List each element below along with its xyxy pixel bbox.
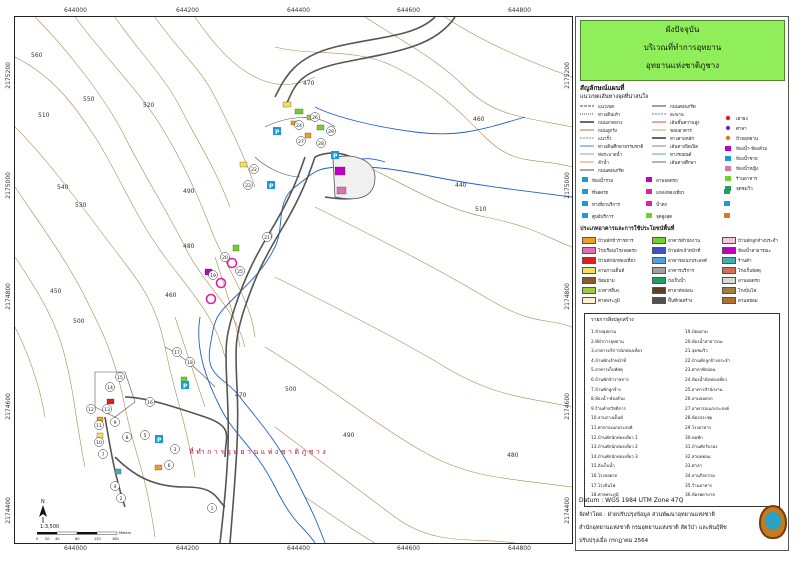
map-frame[interactable] bbox=[14, 16, 573, 544]
point-symbol-label: ห้องน้ำชาย bbox=[736, 157, 758, 162]
landuse-swatch bbox=[652, 277, 666, 284]
contour-label: 490 bbox=[343, 432, 355, 439]
contour-line bbox=[115, 17, 230, 207]
contour-label: 470 bbox=[235, 392, 247, 399]
landuse-swatch bbox=[722, 287, 736, 294]
place-list-item: 11.ศาลาอเนกประสงค์ bbox=[591, 426, 633, 431]
building-block bbox=[97, 433, 103, 438]
x-tick: 644200 bbox=[176, 545, 199, 552]
restroom-icon bbox=[207, 295, 216, 304]
point-symbol-label: จุดชมวิว bbox=[736, 187, 753, 192]
line-symbol-label: ทางสายหลัก bbox=[670, 137, 695, 142]
building-number: 22 bbox=[251, 168, 257, 173]
road-line bbox=[275, 17, 435, 97]
area-label: ที่ทำการอุทยานแห่งชาติภูชาง bbox=[189, 448, 329, 456]
point-symbol-label: ลานจอดรถ bbox=[656, 179, 678, 184]
building-number: 2 bbox=[119, 497, 123, 502]
place-list-item: 18.ศาลพระภูมิ bbox=[591, 493, 619, 499]
landuse-label: บ้านพักข้าราชการ bbox=[598, 238, 634, 244]
contour-line bbox=[155, 17, 255, 187]
line-symbol-label: ทางรถยนต์ bbox=[670, 153, 692, 158]
building-number: 27 bbox=[298, 140, 304, 145]
line-symbol-label: ขอบอาคาร bbox=[670, 129, 692, 134]
contour-line bbox=[275, 427, 515, 543]
parking-letters bbox=[157, 129, 338, 444]
place-list-item: 3.อาคารบริการนักท่องเที่ยว bbox=[591, 349, 643, 355]
landuse-label: โรงเก็บพัสดุ bbox=[738, 268, 761, 274]
legend-title-line: อุทยานแห่งชาติภูชาง bbox=[645, 61, 720, 70]
landuse-label: โรงเรือน/โรงจอดรถ bbox=[598, 248, 637, 254]
agency-text: สำนักอุทยานแห่งชาติ กรมอุทยานแห่งชาติ สัตว์ป่า และพันธุ์พืช bbox=[579, 525, 727, 531]
building-number: 16 bbox=[147, 401, 153, 406]
contour-line bbox=[15, 187, 155, 537]
line-symbol-label: ถนนคอนกรีต bbox=[670, 105, 696, 110]
contour-label: 460 bbox=[473, 116, 485, 123]
landuse-swatch bbox=[722, 297, 736, 304]
building-number: 8 bbox=[125, 436, 129, 441]
point-symbol-label: ศาลา bbox=[736, 127, 747, 132]
contour-label: 540 bbox=[57, 184, 69, 191]
line-symbol-label: สะพาน bbox=[670, 113, 684, 118]
landuse-swatch bbox=[582, 257, 596, 264]
building-block bbox=[233, 245, 239, 251]
contour-line bbox=[315, 207, 572, 327]
road-line bbox=[220, 157, 305, 543]
place-list-box bbox=[584, 313, 780, 507]
north-arrow-icon bbox=[39, 505, 47, 523]
landuse-swatch bbox=[582, 237, 596, 244]
building-block bbox=[305, 133, 311, 138]
contour-label: 500 bbox=[73, 318, 85, 325]
y-tick: 2175000 bbox=[564, 172, 571, 199]
place-list-item: 12.บ้านพักนักท่องเที่ยว 1 bbox=[591, 435, 638, 441]
line-symbol-label: ทางเดินเท้า bbox=[598, 113, 621, 118]
landuse-swatch bbox=[722, 267, 736, 274]
building-number: 1 bbox=[210, 507, 214, 512]
place-list-item: 36.ห้องพยาบาล bbox=[685, 493, 715, 499]
place-list-item: 13.บ้านพักนักท่องเที่ยว 2 bbox=[591, 445, 638, 451]
landuse-swatch bbox=[652, 247, 666, 254]
landuse-swatch bbox=[652, 267, 666, 274]
place-list-item: 20.ห้องน้ำสาธารณะ bbox=[685, 339, 724, 345]
landuse-label: ป้อมยาม bbox=[598, 278, 615, 284]
building-number: 12 bbox=[88, 408, 94, 413]
landuse-swatch bbox=[582, 297, 596, 304]
landuse-label: บ้านพักลูกจ้างประจำ bbox=[738, 238, 778, 244]
contour-label: 480 bbox=[507, 452, 519, 459]
building-block bbox=[283, 102, 291, 107]
building-block bbox=[335, 167, 345, 175]
x-tick: 644600 bbox=[397, 545, 420, 552]
place-list-item: 16.โรงจอดรถ bbox=[591, 474, 618, 479]
landuse-label: ร้านค้า bbox=[738, 258, 752, 264]
contour-line bbox=[15, 327, 45, 417]
restroom-icon bbox=[217, 279, 226, 288]
point-symbol-label: น้ำตก bbox=[656, 203, 668, 208]
place-list-item: 4.บ้านพักเจ้าหน้าที่ bbox=[591, 358, 627, 364]
landuse-label: สวนหย่อม bbox=[738, 298, 758, 304]
landuse-swatch bbox=[722, 257, 736, 264]
y-tick: 2174600 bbox=[5, 393, 12, 420]
place-list-item: 33.ศาลา bbox=[685, 464, 703, 470]
contour-line bbox=[75, 17, 255, 337]
point-symbol-label: แหล่งท่องเที่ยว bbox=[656, 191, 685, 196]
line-symbol-label: ลำน้ำ bbox=[598, 161, 609, 166]
line-symbol-label: ถนนคอนกรีต bbox=[598, 169, 624, 174]
parking-letter: P bbox=[275, 129, 280, 136]
building-number: 10 bbox=[96, 441, 102, 446]
building-number: 21 bbox=[264, 236, 270, 241]
made-by-text: จัดทำโดย : ฝ่ายปรับปรุงข้อมูล ส่วนพัฒนาอุทยานแห่งชาติ bbox=[579, 512, 715, 518]
legend-title-line: บริเวณที่ทำการอุทยาน bbox=[643, 43, 722, 52]
scale-tick: 80 bbox=[75, 537, 80, 541]
place-list-item: 15.ถังเก็บน้ำ bbox=[591, 464, 615, 470]
contour-label: 450 bbox=[50, 288, 62, 295]
y-tick: 2175000 bbox=[5, 172, 12, 199]
legend-panel bbox=[575, 16, 789, 551]
building-number: 6 bbox=[167, 464, 171, 469]
place-list-item: 1.ป้ายอุทยาน bbox=[591, 330, 617, 335]
place-list-item: 26.ลานจอดรถ bbox=[685, 397, 713, 403]
landuse-swatch bbox=[582, 247, 596, 254]
place-list-item: 31.บ้านพักรับรอง bbox=[685, 445, 718, 451]
building-number: 11 bbox=[96, 424, 102, 429]
park-seal-logo bbox=[759, 505, 787, 539]
x-tick: 644400 bbox=[287, 545, 310, 552]
building-number: 28 bbox=[318, 142, 324, 147]
map-canvas[interactable] bbox=[15, 17, 572, 543]
place-list-item: 21.จุดชมวิว bbox=[685, 349, 708, 355]
landuse-swatch bbox=[652, 257, 666, 264]
y-tick: 2175200 bbox=[5, 62, 12, 89]
place-list-item: 17.โรงปั่นไฟ bbox=[591, 483, 616, 489]
place-list-item: 7.บ้านพักลูกจ้าง bbox=[591, 387, 621, 393]
place-list-item: 32.สวนหย่อม bbox=[685, 454, 711, 460]
place-list-item: 10.ลานกางเต็นท์ bbox=[591, 416, 623, 422]
y-tick: 2174800 bbox=[5, 283, 12, 310]
building-number: 19 bbox=[210, 274, 216, 279]
x-tick: 644800 bbox=[508, 545, 531, 552]
place-list-item: 27.อาคารอเนกประสงค์ bbox=[685, 406, 729, 412]
point-symbol-label: ห้องน้ำหญิง bbox=[736, 167, 759, 172]
parking-letter: P bbox=[269, 183, 274, 190]
landuse-label: อาคารอื่นๆ bbox=[598, 288, 620, 294]
landuse-label: โรงปั่นไฟ bbox=[738, 288, 757, 294]
landuse-swatch bbox=[582, 287, 596, 294]
y-tick: 2175200 bbox=[564, 62, 571, 89]
building-number: 4 bbox=[113, 485, 117, 490]
contour-label: 460 bbox=[165, 292, 177, 299]
legend-title-box bbox=[580, 20, 785, 81]
contour-line bbox=[365, 17, 572, 127]
place-list-item: 9.ร้านค้าสวัสดิการ bbox=[591, 406, 626, 412]
x-tick: 644000 bbox=[64, 7, 87, 14]
x-tick: 644000 bbox=[64, 545, 87, 552]
contour-line bbox=[15, 57, 225, 357]
contour-label: 470 bbox=[303, 80, 315, 87]
place-list-item: 34.ลานกิจกรรม bbox=[685, 474, 715, 479]
contour-line bbox=[35, 17, 245, 347]
landuse-swatch bbox=[582, 267, 596, 274]
landuse-heading: ประเภทอาคารและการใช้ประโยชน์พื้นที่ bbox=[580, 226, 675, 232]
y-tick: 2174400 bbox=[564, 497, 571, 524]
landuse-swatch bbox=[722, 237, 736, 244]
scale-tick: 120 bbox=[94, 537, 101, 541]
river-line bbox=[315, 107, 525, 134]
line-symbol-label: เส้นทางศึกษา bbox=[670, 161, 697, 166]
contour-lines bbox=[15, 17, 572, 543]
contour-label: 480 bbox=[183, 243, 195, 250]
place-list-item: 23.ศาลาพักผ่อน bbox=[685, 368, 716, 374]
legend-title-line: ผังปัจจุบัน bbox=[665, 25, 700, 34]
building-number: 23 bbox=[245, 184, 251, 189]
place-list-item: 22.บ้านพักลูกจ้างประจำ bbox=[685, 358, 730, 364]
landuse-swatch bbox=[582, 277, 596, 284]
building-number: 9 bbox=[113, 421, 117, 426]
building-block bbox=[295, 109, 303, 114]
y-tick: 2174800 bbox=[564, 283, 571, 310]
contour-line bbox=[275, 277, 572, 407]
building-block bbox=[155, 465, 162, 470]
x-tick: 644400 bbox=[287, 7, 310, 14]
line-symbol-label: ถนนลูกรัง bbox=[598, 129, 617, 134]
place-list-item: 8.ห้องน้ำ-ห้องส้วม bbox=[591, 397, 625, 403]
point-symbol-label: ท่าเที่ยวบริการ bbox=[592, 203, 621, 208]
restroom-icon bbox=[228, 259, 237, 268]
landuse-label: บ้านพักเจ้าหน้าที่ bbox=[668, 248, 701, 254]
place-list-title: รายการสิ่งปลูกสร้าง bbox=[591, 317, 634, 323]
place-list-item: 30.หอพัก bbox=[685, 435, 703, 441]
point-symbol-label: ห้องน้ำ-ห้องส้วม bbox=[736, 147, 768, 152]
road-line bbox=[285, 17, 455, 107]
building-number: 26 bbox=[312, 116, 318, 121]
scale-tick: 20 bbox=[45, 537, 50, 541]
symbols-heading: สัญลักษณ์แผนที่ bbox=[580, 84, 625, 92]
line-symbol-label: ถนนลาดยาง bbox=[598, 121, 623, 126]
boundary-heading: แนวเขตเส้นทางจุดที่น่าสนใจ bbox=[580, 94, 649, 100]
x-tick: 644800 bbox=[508, 7, 531, 14]
building-number: 14 bbox=[107, 386, 113, 391]
building-number: 18 bbox=[187, 361, 193, 366]
building-number: 20 bbox=[222, 256, 228, 261]
date-text: ปรับปรุงเมื่อ กรกฎาคม 2564 bbox=[579, 538, 649, 544]
footpath-line bbox=[255, 157, 300, 177]
footpath-lines bbox=[165, 118, 335, 387]
river-line bbox=[209, 167, 572, 543]
restroom-markers bbox=[207, 259, 237, 304]
contour-line bbox=[265, 347, 572, 487]
landuse-swatch bbox=[722, 277, 736, 284]
scale-unit: Meters bbox=[119, 531, 131, 535]
contour-line bbox=[345, 157, 572, 247]
contour-label: 510 bbox=[38, 112, 50, 119]
place-list-item: 35.ร้านอาหาร bbox=[685, 483, 713, 489]
x-tick: 644600 bbox=[397, 7, 420, 14]
point-symbol-label: เสาธง bbox=[736, 117, 748, 122]
point-symbol-label: จุดสูงสุด bbox=[656, 215, 673, 220]
landuse-label: อาคารอเนกประสงค์ bbox=[668, 258, 707, 264]
building-number: 29 bbox=[328, 130, 334, 135]
place-list-item: 14.บ้านพักนักท่องเที่ยว 3 bbox=[591, 454, 638, 460]
building-number: 15 bbox=[117, 376, 123, 381]
x-tick: 644200 bbox=[176, 7, 199, 14]
building-number: 5 bbox=[143, 434, 147, 439]
place-list-item: 24.ห้องน้ำนักท่องเที่ยว bbox=[685, 378, 727, 383]
point-symbol-label: ป้ายอุทยาน bbox=[736, 137, 758, 142]
parking-letter: P bbox=[333, 153, 338, 160]
parking-letter: P bbox=[183, 383, 188, 390]
campsite-outline bbox=[95, 372, 135, 417]
line-symbol-label: ทางเดินศึกษาธรรมชาติ bbox=[598, 145, 644, 150]
place-list-item: 2.ที่ทำการอุทยาน bbox=[591, 339, 624, 345]
point-symbol-label: ศูนย์บริการ bbox=[592, 215, 614, 220]
building-number: 25 bbox=[237, 270, 243, 275]
place-list-item: 28.ห้องประชุม bbox=[685, 416, 713, 422]
contour-label: 550 bbox=[83, 96, 95, 103]
building-number: 24 bbox=[296, 124, 302, 129]
contour-label: 440 bbox=[455, 182, 467, 189]
parking-letter: P bbox=[157, 437, 162, 444]
scale-bar bbox=[37, 532, 117, 535]
contour-line bbox=[275, 47, 572, 167]
landuse-swatch bbox=[652, 287, 666, 294]
landuse-label: อาคารสำนักงาน bbox=[668, 238, 701, 244]
place-list-item: 19.ป้อมยาม bbox=[685, 330, 708, 335]
landuse-swatch bbox=[652, 297, 666, 304]
datum-text: Datum : WGS 1984 UTM Zone 47Q bbox=[579, 497, 684, 504]
contour-line bbox=[445, 17, 572, 77]
landuse-label: พื้นที่ก่อสร้าง bbox=[668, 298, 693, 304]
line-symbol-label: แนวรั้ว bbox=[598, 137, 612, 142]
point-symbol-label: ห้องน้ำรวม bbox=[592, 179, 614, 184]
landuse-swatch bbox=[722, 247, 736, 254]
building-block bbox=[317, 125, 324, 130]
place-list-item: 29.โรงอาหาร bbox=[685, 426, 712, 431]
line-symbol-label: เส้นทางปิดเปิด bbox=[670, 145, 699, 150]
contour-label: 530 bbox=[75, 202, 87, 209]
place-list-item: 5.อาคารเก็บพัสดุ bbox=[591, 368, 623, 374]
landuse-label: ถังเก็บน้ำ bbox=[668, 278, 686, 284]
landuse-label: ลานกางเต็นท์ bbox=[598, 268, 625, 274]
line-symbol-label: ท่อระบายน้ำ bbox=[598, 153, 623, 158]
scale-tick: 0 bbox=[36, 537, 39, 541]
landuse-label: อาคารบริการ bbox=[668, 268, 695, 274]
landuse-label: ห้องน้ำสาธารณะ bbox=[738, 248, 772, 254]
scale-ratio: 1:3,500 bbox=[40, 524, 60, 530]
landuse-label: ลานจอดรถ bbox=[738, 278, 760, 284]
building-block bbox=[337, 187, 346, 194]
north-label: N bbox=[41, 499, 45, 505]
place-list-item: 6.บ้านพักข้าราชการ bbox=[591, 378, 629, 383]
building-block bbox=[107, 399, 114, 404]
y-tick: 2174400 bbox=[5, 497, 12, 524]
building-number: 3 bbox=[173, 448, 177, 453]
y-tick: 2174600 bbox=[564, 393, 571, 420]
building-number: 17 bbox=[174, 351, 180, 356]
point-symbol-label: ร้านอาหาร bbox=[736, 177, 758, 182]
contour-label: 560 bbox=[31, 52, 43, 59]
building-number: 13 bbox=[104, 408, 110, 413]
contour-label: 520 bbox=[143, 102, 155, 109]
landuse-swatch bbox=[652, 237, 666, 244]
scale-tick: 40 bbox=[55, 537, 60, 541]
scale-tick: 160 bbox=[112, 537, 119, 541]
building-block bbox=[115, 469, 121, 474]
building-number: 7 bbox=[101, 453, 105, 458]
contour-label: 500 bbox=[285, 386, 297, 393]
point-symbol-label: ที่จอดรถ bbox=[592, 191, 609, 196]
landuse-label: ศาลพระภูมิ bbox=[598, 298, 620, 304]
landuse-label: ศาลาพักผ่อน bbox=[668, 288, 693, 294]
contour-label: 510 bbox=[475, 206, 487, 213]
line-symbol-label: เส้นชั้นความสูง bbox=[670, 121, 700, 126]
contour-line bbox=[15, 127, 195, 477]
building-block bbox=[240, 162, 247, 167]
landuse-label: บ้านพักนักท่องเที่ยว bbox=[598, 258, 636, 264]
road-line bbox=[230, 157, 315, 543]
road-lines bbox=[105, 17, 455, 543]
contour-label: 490 bbox=[183, 188, 195, 195]
line-symbol-label: แนวเขต bbox=[598, 105, 615, 110]
place-list-item: 25.อาคารสำนักงาน bbox=[685, 387, 723, 393]
